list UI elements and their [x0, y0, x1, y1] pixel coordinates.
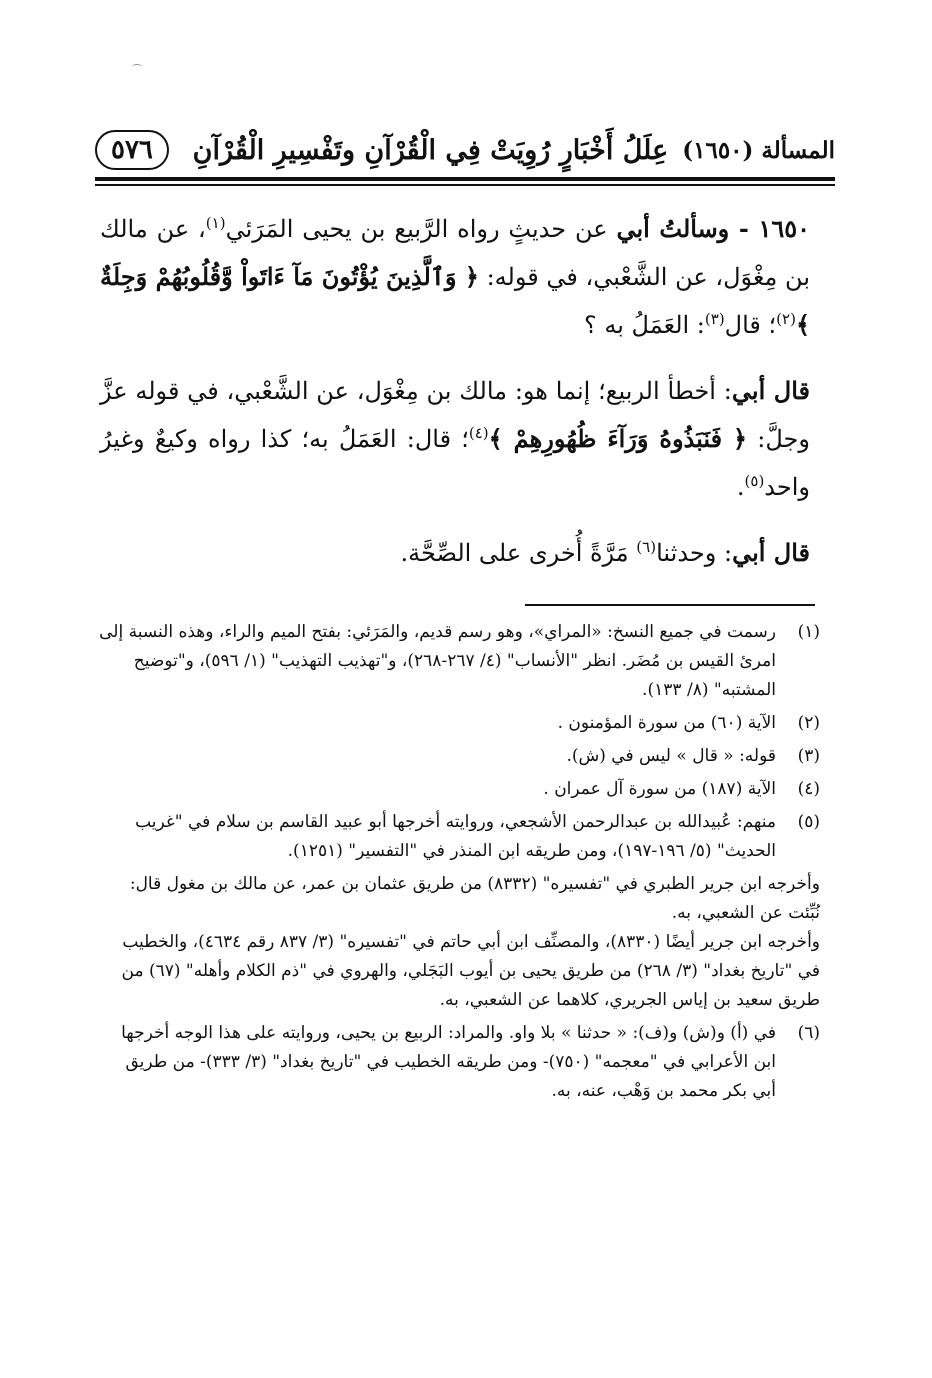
- paragraph-abi-2: [100, 529, 810, 577]
- footnote-text: الآية (٦٠) من سورة المؤمنون .: [557, 713, 776, 733]
- footnote-text: في (أ) و(ش) و(ف): « حدثنا » بلا واو. والمراد: الربيع بن يحيى، وروايته على هذا الوجه أخرجها ابن الأعرابي في "معجمه" (٧٥٠)- ومن طريقه الخطيب في "تاريخ بغداد" (٣/ ٣٣٣)- من طريق أبي بكر محمد بن وَهْب، عنه، به.: [121, 1023, 776, 1101]
- lead-phrase: وسألتُ أبي: [616, 214, 730, 243]
- footnote-number: (٢): [797, 713, 820, 733]
- header-rule-thin: [95, 184, 835, 186]
- text-segment: : وحدثنا: [656, 539, 733, 567]
- footnote-text: وأخرجه ابن جرير الطبري في "تفسيره" (٨٣٣٢) من طريق عثمان بن عمر، عن مالك بن مغول قال: نُبِّئت عن الشعبي، به.: [129, 874, 820, 923]
- lead-phrase: قال أبي: [732, 538, 810, 567]
- footnote-number: (٤): [797, 779, 820, 799]
- footnote-5: [98, 808, 820, 866]
- footnote-number: (٦): [797, 1023, 820, 1043]
- footnote-6: [98, 1019, 820, 1106]
- page-header: [95, 122, 835, 178]
- quran-verse: ﴿ فَنَبَذُوهُ وَرَآءَ ظُهُورِهِمْ ﴾: [488, 424, 748, 453]
- footnote-separator: [525, 604, 815, 606]
- footnote-number: (٣): [797, 746, 820, 766]
- book-title: عِلَلُ أَخْبَارٍ رُوِيَتْ فِي الْقُرْآنِ وتَفْسِيرِ الْقُرْآنِ: [192, 134, 669, 166]
- text-segment: : أخطأ الربيع؛ إنما هو: مالك بن مِغْوَل، عن الشَّعْبي، في قوله عزَّ وجلَّ:: [100, 377, 810, 453]
- footnote-text: الآية (١٨٧) من سورة آل عمران .: [543, 779, 776, 799]
- footnote-number: (٥): [797, 812, 820, 832]
- quran-verse: ﴿ وَٱلَّذِينَ يُؤْتُونَ مَآ ءَاتَواْ وَّقُلُوبُهُمْ وَجِلَةٌ ﴾: [100, 262, 810, 339]
- footnote-text: وأخرجه ابن جرير أيضًا (٨٣٣٠)، والمصنِّف ابن أبي حاتم في "تفسيره" (٣/ ٨٣٧ رقم ٤٦٣٤)، والخطيب في "تاريخ بغداد" (٣/ ٢٦٨) من طريق يحيى بن أيوب البَجَلي، والهروي في "ذم الكلام وأهله" (٦٧) من طريق سعيد بن إياس الجريري، كلاهما عن الشعبي، به.: [121, 932, 820, 1010]
- text-segment: ، عن مالك بن مِغْوَل، عن الشَّعْبي، في قوله:: [100, 215, 810, 291]
- text-segment: مَرَّةً أُخرى على الصِّحَّة.: [400, 539, 637, 567]
- text-segment: .: [736, 473, 745, 501]
- footnote-ref-1: (١): [205, 214, 226, 232]
- footnote-ref-3: (٣): [704, 310, 725, 328]
- question-label: المسألة (١٦٥٠): [682, 136, 835, 164]
- footnote-ref-6: (٦): [636, 538, 657, 556]
- footnote-5-continued: [98, 870, 820, 1015]
- text-segment: : العَمَلُ به ؟: [584, 311, 705, 339]
- question-number: ١٦٥٠ -: [729, 214, 810, 243]
- footnote-2: [98, 709, 820, 738]
- footnote-3: [98, 742, 820, 771]
- footnote-ref-4: (٤): [468, 424, 489, 442]
- paragraph-1650: [100, 205, 810, 349]
- page-number: ٥٧٦: [95, 130, 169, 170]
- text-segment: ؛ قال: العَمَلُ به؛ كذا رواه وكيعٌ وغيرُ واحد: [100, 425, 810, 501]
- main-text: [100, 205, 810, 595]
- footnote-text: رسمت في جميع النسخ: «المراي»، وهو رسم قديم، والمَرَئي: بفتح الميم والراء، وهذه النسبة إلى امرئ القيس بن مُضَر. انظر "الأنساب" (٤/ ٢٦٧-٢٦٨)، و"تهذيب التهذيب" (١/ ٥٩٦)، و"توضيح المشتبه" (٨/ ١٣٣).: [99, 622, 776, 700]
- footnote-text: قوله: « قال » ليس في (ش).: [566, 746, 776, 766]
- footnote-ref-5: (٥): [744, 472, 765, 490]
- header-rule-thick: [95, 177, 835, 181]
- scan-mark: [132, 64, 142, 69]
- footnote-text: منهم: عُبيدالله بن عبدالرحمن الأشجعي، وروايته أخرجها أبو عبيد القاسم بن سلام في "غريب الحديث" (٥/ ١٩٦-١٩٧)، ومن طريقه ابن المنذر في "التفسير" (١٢٥١).: [135, 812, 776, 861]
- footnote-number: (١): [797, 622, 820, 642]
- lead-phrase: قال أبي: [731, 376, 811, 405]
- text-segment: عن حديثٍ رواه الرَّبيع بن يحيى المَرَئي: [225, 215, 617, 243]
- footnote-4: [98, 775, 820, 804]
- paragraph-abi-1: [100, 367, 810, 511]
- text-segment: ؛ قال: [724, 311, 777, 339]
- footnote-ref-2: (٢): [776, 310, 796, 328]
- footnote-1: [98, 618, 820, 705]
- footnotes: [98, 618, 820, 1110]
